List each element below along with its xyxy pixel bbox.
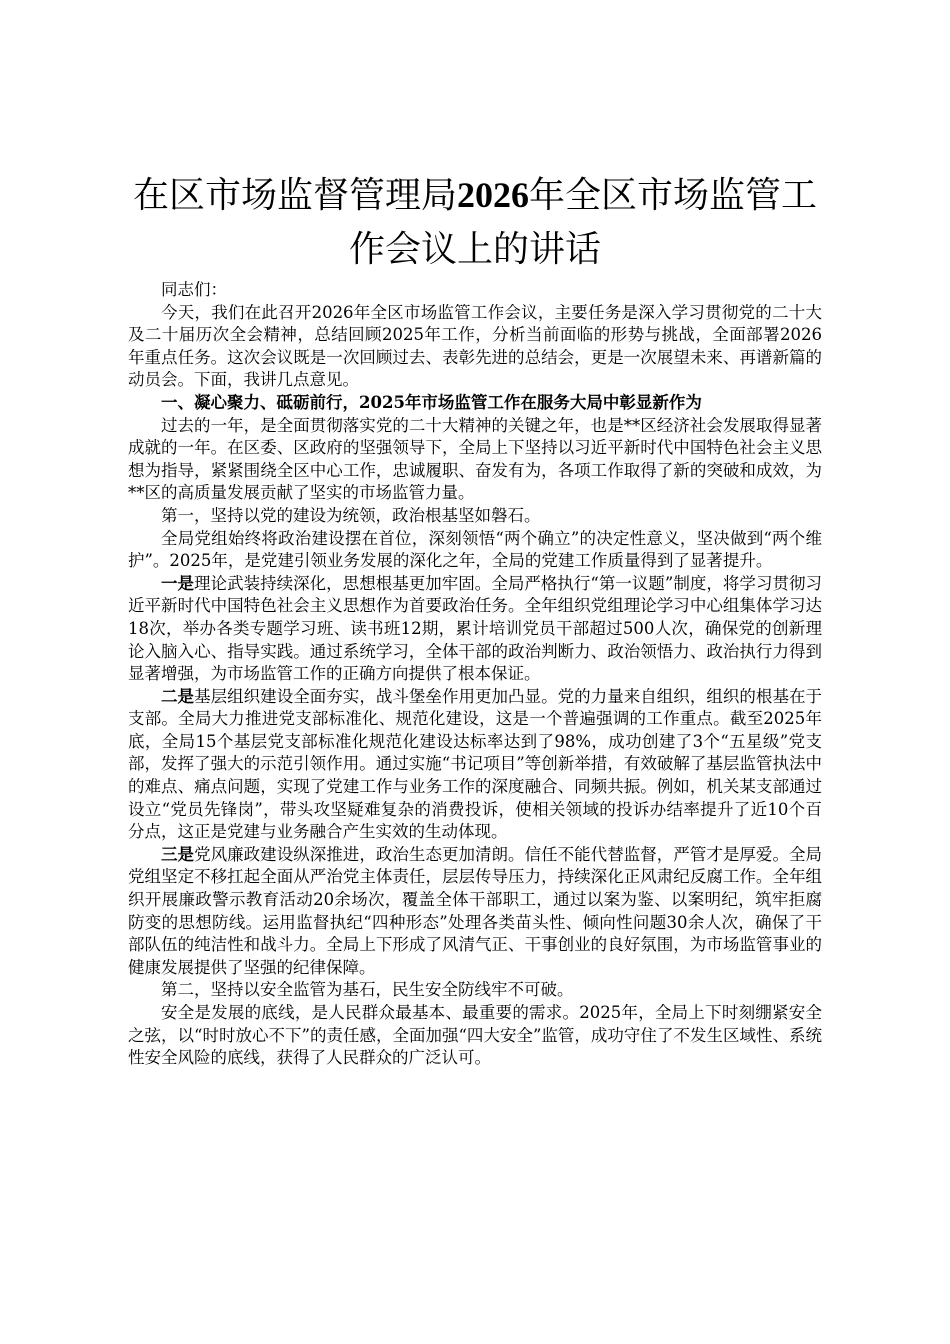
item1-paragraph — [128, 573, 822, 686]
intro-paragraph: 今天，我们在此召开2026年全区市场监管工作会议，主要任务是深入学习贯彻党的二十大及二十届历次全会精神，总结回顾2025年工作，分析当前面临的形势与挑战，全面部署2026年重点任务。这次会议既是一次回顾过去、表彰先进的总结会，更是一次展望未来、再谱新篇的动员会。下面，我讲几点意见。 — [128, 302, 822, 390]
point2-title: 第二，坚持以安全监管为基石，民生安全防线牢不可破。 — [161, 980, 574, 1000]
item2-text: 基层组织建设全面夯实，战斗堡垒作用更加凸显。党的力量来自组织，组织的根基在于支部。全局大力推进党支部标准化、规范化建设，这是一个普遍强调的工作重点。截至2025年底，全局15个基层党支部标准化规范化建设达标率达到了98%，成功创建了3个“五星级”党支部，发挥了强大的示范引领作用。通过实施“书记项目”等创新举措，有效破解了基层监管执法中的难点、痛点问题，实现了党建工作与业务工作的深度融合、同频共振。例如，机关某支部通过设立“党员先锋岗”，带头攻坚疑难复杂的消费投诉，使相关领域的投诉办结率提升了近10个百分点，这正是党建与业务融合产生实效的生动体现。 — [128, 686, 823, 842]
section1-intro-paragraph: 过去的一年，是全面贯彻落实党的二十大精神的关键之年，也是**区经济社会发展取得显著成就的一年。在区委、区政府的坚强领导下，全局上下坚持以习近平新时代中国特色社会主义思想为指导，紧紧围绕全区中心工作，忠诚履职、奋发有为，各项工作取得了新的突破和成效，为**区的高质量发展贡献了坚实的市场监管力量。 — [128, 415, 822, 503]
item2-lead: 二是 — [161, 686, 195, 706]
title-part2: 年全区市场监管工作会议上的讲话 — [348, 175, 818, 270]
title-year: 2026 — [457, 175, 529, 215]
item3-paragraph — [128, 844, 822, 980]
document-page — [128, 168, 822, 1070]
item2-paragraph — [128, 686, 822, 844]
section1-heading: 一、凝心聚力、砥砺前行，2025年市场监管工作在服务大局中彰显新作为 — [161, 392, 702, 412]
title-part1: 在区市场监督管理局 — [132, 175, 457, 216]
item1-text: 理论武装持续深化，思想根基更加牢固。全局严格执行“第一议题”制度，将学习贯彻习近平新时代中国特色社会主义思想作为首要政治任务。全年组织党组理论学习中心组集体学习达18次，举办各类专题学习班、读书班12期，累计培训党员干部超过500人次，确保党的创新理论入脑入心、指导实践。通过系统学习，全体干部的政治判断力、政治领悟力、政治执行力得到显著增强，为市场监管工作的正确方向提供了根本保证。 — [128, 573, 822, 684]
item3-text: 党风廉政建设纵深推进，政治生态更加清朗。信任不能代替监督，严管才是厚爱。全局党组坚定不移扛起全面从严治党主体责任，层层传导压力，持续深化正风肃纪反腐工作。全年组织开展廉政警示教育活动20余场次，覆盖全体干部职工，通过以案为鉴、以案明纪，筑牢拒腐防变的思想防线。运用监督执纪“四种形态”处理各类苗头性、倾向性问题30余人次，确保了干部队伍的纯洁性和战斗力。全局上下形成了风清气正、干事创业的良好氛围，为市场监管事业的健康发展提供了坚强的纪律保障。 — [128, 844, 823, 977]
document-title — [128, 168, 822, 277]
item3-lead: 三是 — [161, 844, 195, 864]
point2-intro-paragraph: 安全是发展的底线，是人民群众最基本、最重要的需求。2025年，全局上下时刻绷紧安全之弦，以“时时放心不下”的责任感，全面加强“四大安全”监管，成功守住了不发生区域性、系统性安全风险的底线，获得了人民群众的广泛认可。 — [128, 1003, 822, 1068]
salutation: 同志们： — [161, 280, 227, 299]
point1-title: 第一，坚持以党的建设为统领，政治根基坚如磐石。 — [161, 505, 541, 525]
point1-intro-paragraph: 全局党组始终将政治建设摆在首位，深刻领悟“两个确立”的决定性意义，坚决做到“两个维护”。2025年，是党建引领业务发展的深化之年，全局的党建工作质量得到了显著提升。 — [128, 528, 822, 571]
item1-lead: 一是 — [161, 573, 195, 593]
